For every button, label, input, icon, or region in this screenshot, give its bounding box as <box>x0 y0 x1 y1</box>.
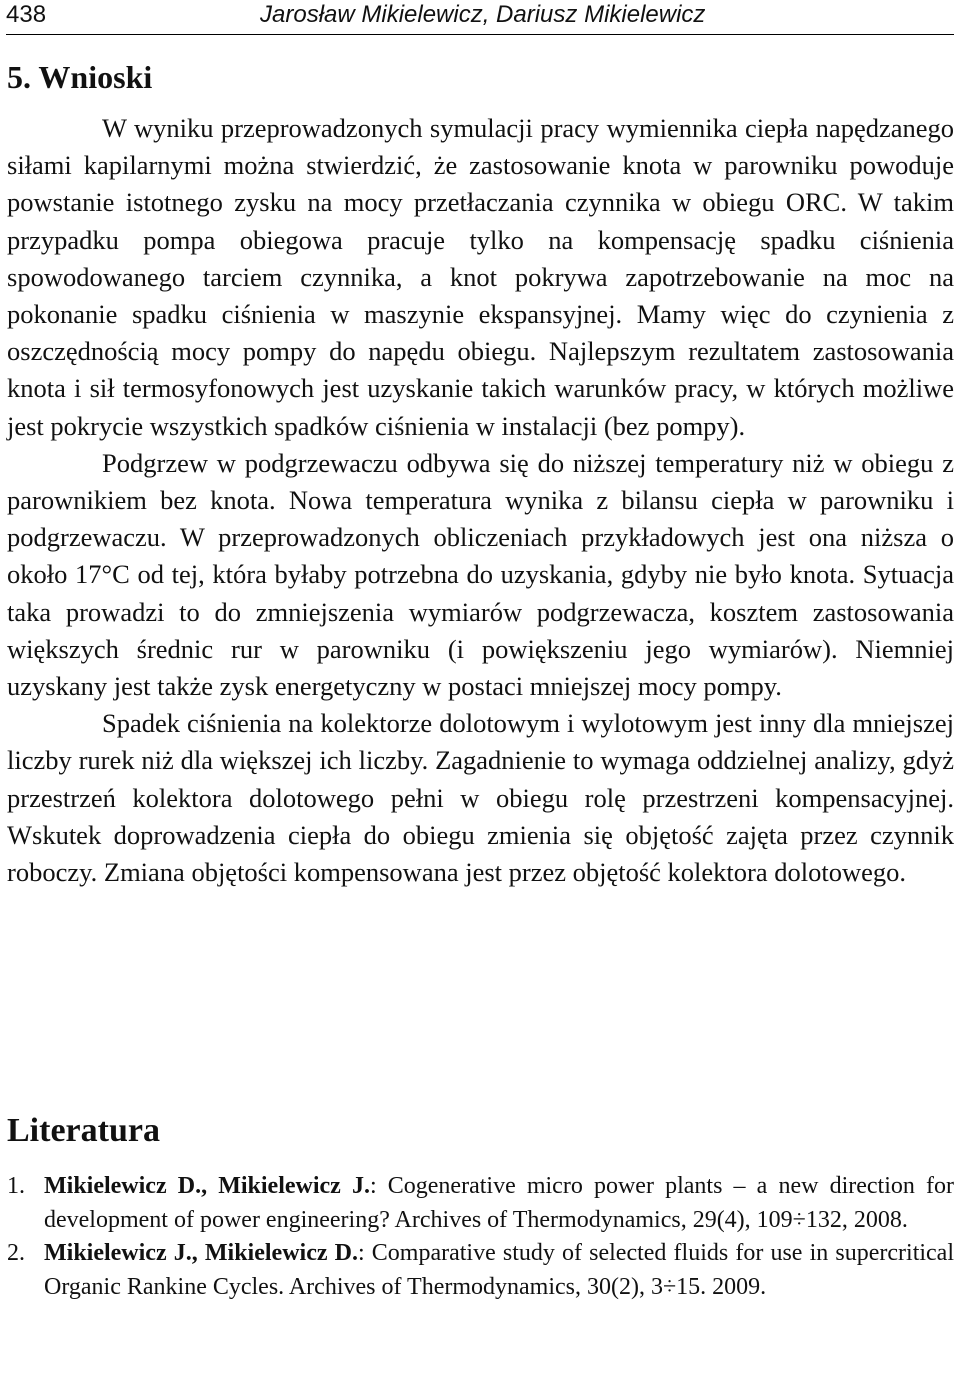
section-body <box>7 110 954 891</box>
paragraph: W wyniku przeprowadzonych symulacji pracy wymiennika ciepła napędzanego siłami kapilarnymi można stwierdzić, że zastosowanie knota w parowniku powoduje powstanie istotnego zysku na mocy przetłaczania czynnika w obiegu ORC. W takim przypadku pompa obiegowa pracuje tylko na kompensację spadku ciśnienia spowodowanego tarciem czynnika, a knot pokrywa zapotrzebowanie na moc na pokonanie spadku ciśnienia w maszynie ekspansyjnej. Mamy więc do czynienia z oszczędnością mocy pompy do napędu obiegu. Najlepszym rezultatem zastosowania knota i sił termosyfonowych jest uzyskanie takich warunków pracy, w których możliwe jest pokrycie wszystkich spadków ciśnienia w instalacji (bez pompy). <box>7 113 954 441</box>
reference-list <box>7 1170 954 1304</box>
reference-number: 2. <box>7 1240 25 1266</box>
reference-number: 1. <box>7 1173 25 1199</box>
reference-authors: Mikielewicz D., Mikielewicz J. <box>44 1173 370 1199</box>
section-title: 5. Wnioski <box>7 59 153 95</box>
reference-item <box>7 1170 954 1237</box>
literature-title: Literatura <box>7 1112 160 1149</box>
paragraph: Spadek ciśnienia na kolektorze dolotowym i wylotowym jest inny dla mniejszej liczby rurek niż dla większej ich liczby. Zagadnienie to wymaga oddzielnej analizy, gdyż przestrzeń kolektora dolotowego pełni w obiegu rolę przestrzeni kompensacyjnej. Wskutek doprowadzenia ciepła do obiegu zmienia się objętość zajęta przez czynnik roboczy. Zmiana objętości kompensowana jest przez objętość kolektora dolotowego. <box>7 708 954 888</box>
running-header <box>6 0 954 35</box>
reference-item <box>7 1237 954 1304</box>
reference-details: : Cogenerative micro power plants – a new direction for development of power engineering? Archives of Thermodynamics, 29(4), 109÷132, 2008. <box>44 1173 954 1233</box>
reference-details: : Comparative study of selected fluids for use in supercritical Organic Rankine Cycles. Archives of Thermodynamics, 30(2), 3÷15. 2009. <box>44 1240 954 1300</box>
header-authors: Jarosław Mikielewicz, Dariusz Mikielewicz <box>260 1 706 28</box>
reference-authors: Mikielewicz J., Mikielewicz D. <box>44 1240 358 1266</box>
paragraph: Podgrzew w podgrzewaczu odbywa się do niższej temperatury niż w obiegu z parownikiem bez knota. Nowa temperatura wynika z bilansu ciepła w parowniku i podgrzewaczu. W przeprowadzonych obliczeniach przykładowych jest ona niższa o około 17°C od tej, która byłaby potrzebna do uzyskania, gdyby nie było knota. Sytuacja taka prowadzi to do zmniejszenia wymiarów podgrzewacza, kosztem zastosowania większych średnic rur w parowniku (i powiększeniu jego wymiarów). Niemniej uzyskany jest także zysk energetyczny w postaci mniejszej mocy pompy. <box>7 447 954 702</box>
page-number: 438 <box>6 1 47 28</box>
